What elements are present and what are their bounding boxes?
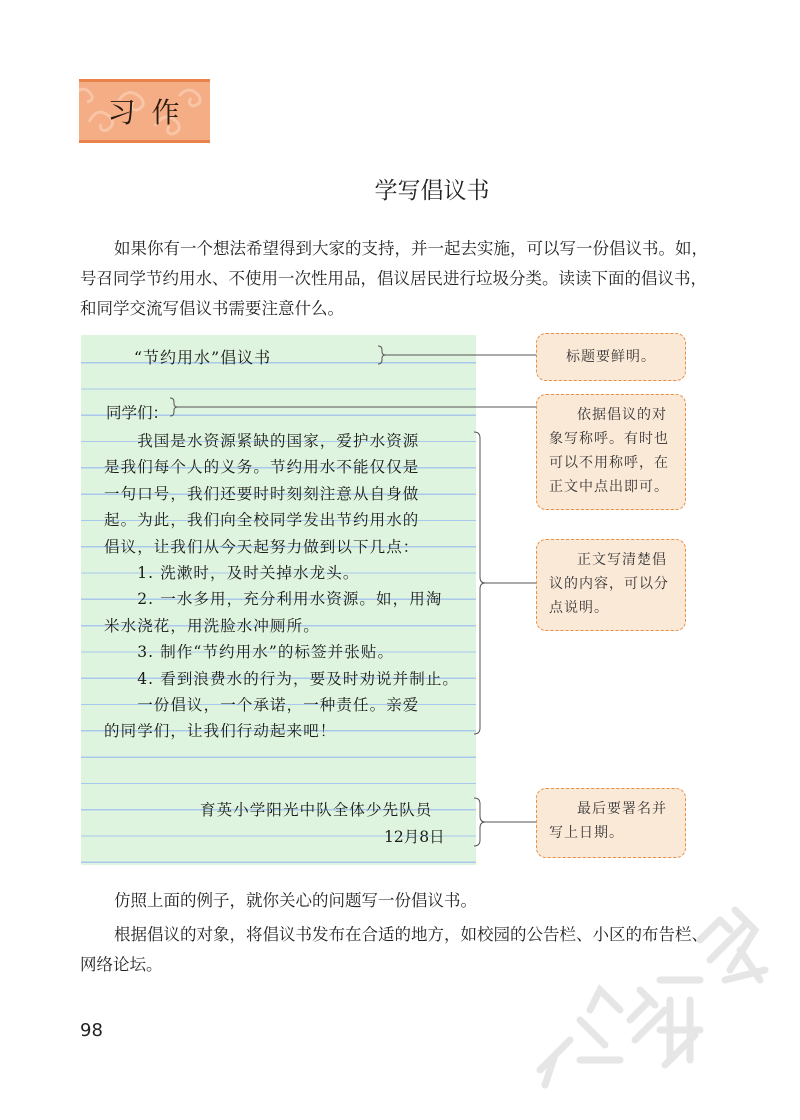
- letter-signature: 育英小学阳光中队全体少先队员: [200, 801, 433, 819]
- letter-body-line: 1. 洗漱时，及时关掉水龙头。: [104, 564, 360, 583]
- letter-body-line: 我国是水资源紧缺的国家，爱护水资源: [104, 432, 420, 450]
- intro-paragraph: 如果你有一个想法希望得到大家的支持，并一起去实施，可以写一份倡议书。如，号召同学节约用水、不使用一次性用品，倡议居民进行垃圾分类。读读下面的倡议书，和同学交流写倡议书需要注意什么。: [80, 239, 708, 318]
- outro-paragraph: 根据倡议的对象，将倡议书发布在合适的地方，如校园的公告栏、小区的布告栏、网络论坛。: [80, 925, 708, 974]
- letter-body-line: 3. 制作“节约用水”的标签并张贴。: [104, 643, 395, 662]
- letter-body-line: 倡议，让我们从今天起努力做到以下几点：: [104, 537, 420, 556]
- outro-paragraph: 仿照上面的例子，就你关心的问题写一份倡议书。: [114, 891, 477, 910]
- letter-body-line: 2. 一水多用，充分利用水资源。如，用淘: [104, 590, 443, 609]
- letter-body-line: 是我们每个人的义务。节约用水不能仅仅是: [104, 458, 420, 477]
- letter-body-line: 一份倡议，一个承诺，一种责任。亲爱: [104, 696, 420, 715]
- letter-body-line: 4. 看到浪费水的行为，要及时劝说并制止。: [104, 669, 460, 688]
- letter-body-line: 起。为此，我们向全校同学发出节约用水的: [104, 511, 420, 530]
- page-title: 学写倡议书: [374, 178, 490, 204]
- callout-title-note: 标题要鲜明。: [536, 333, 686, 381]
- letter-body-line: 一句口号，我们还要时时刻刻注意从自身做: [104, 484, 420, 503]
- callout-greeting-note: 依据倡议的对象写称呼。有时也可以不用称呼，在正文中点出即可。: [536, 394, 686, 510]
- callout-body-note: 正文写清楚倡议的内容，可以分点说明。: [536, 539, 686, 631]
- letter-body-line: 的同学们，让我们行动起来吧！: [104, 722, 337, 741]
- page-number: 98: [80, 1020, 103, 1041]
- watermark-logo: [520, 870, 780, 1090]
- letter-title: “节约用水”倡议书: [133, 348, 272, 367]
- letter-body-line: 米水浇花，用洗脸水冲厕所。: [104, 616, 320, 635]
- section-tag-label: 习作: [107, 96, 196, 129]
- letter-greeting: 同学们：: [106, 404, 169, 422]
- letter-date: 12月8日: [384, 828, 445, 846]
- callout-signature-note: 最后要署名并写上日期。: [536, 788, 686, 858]
